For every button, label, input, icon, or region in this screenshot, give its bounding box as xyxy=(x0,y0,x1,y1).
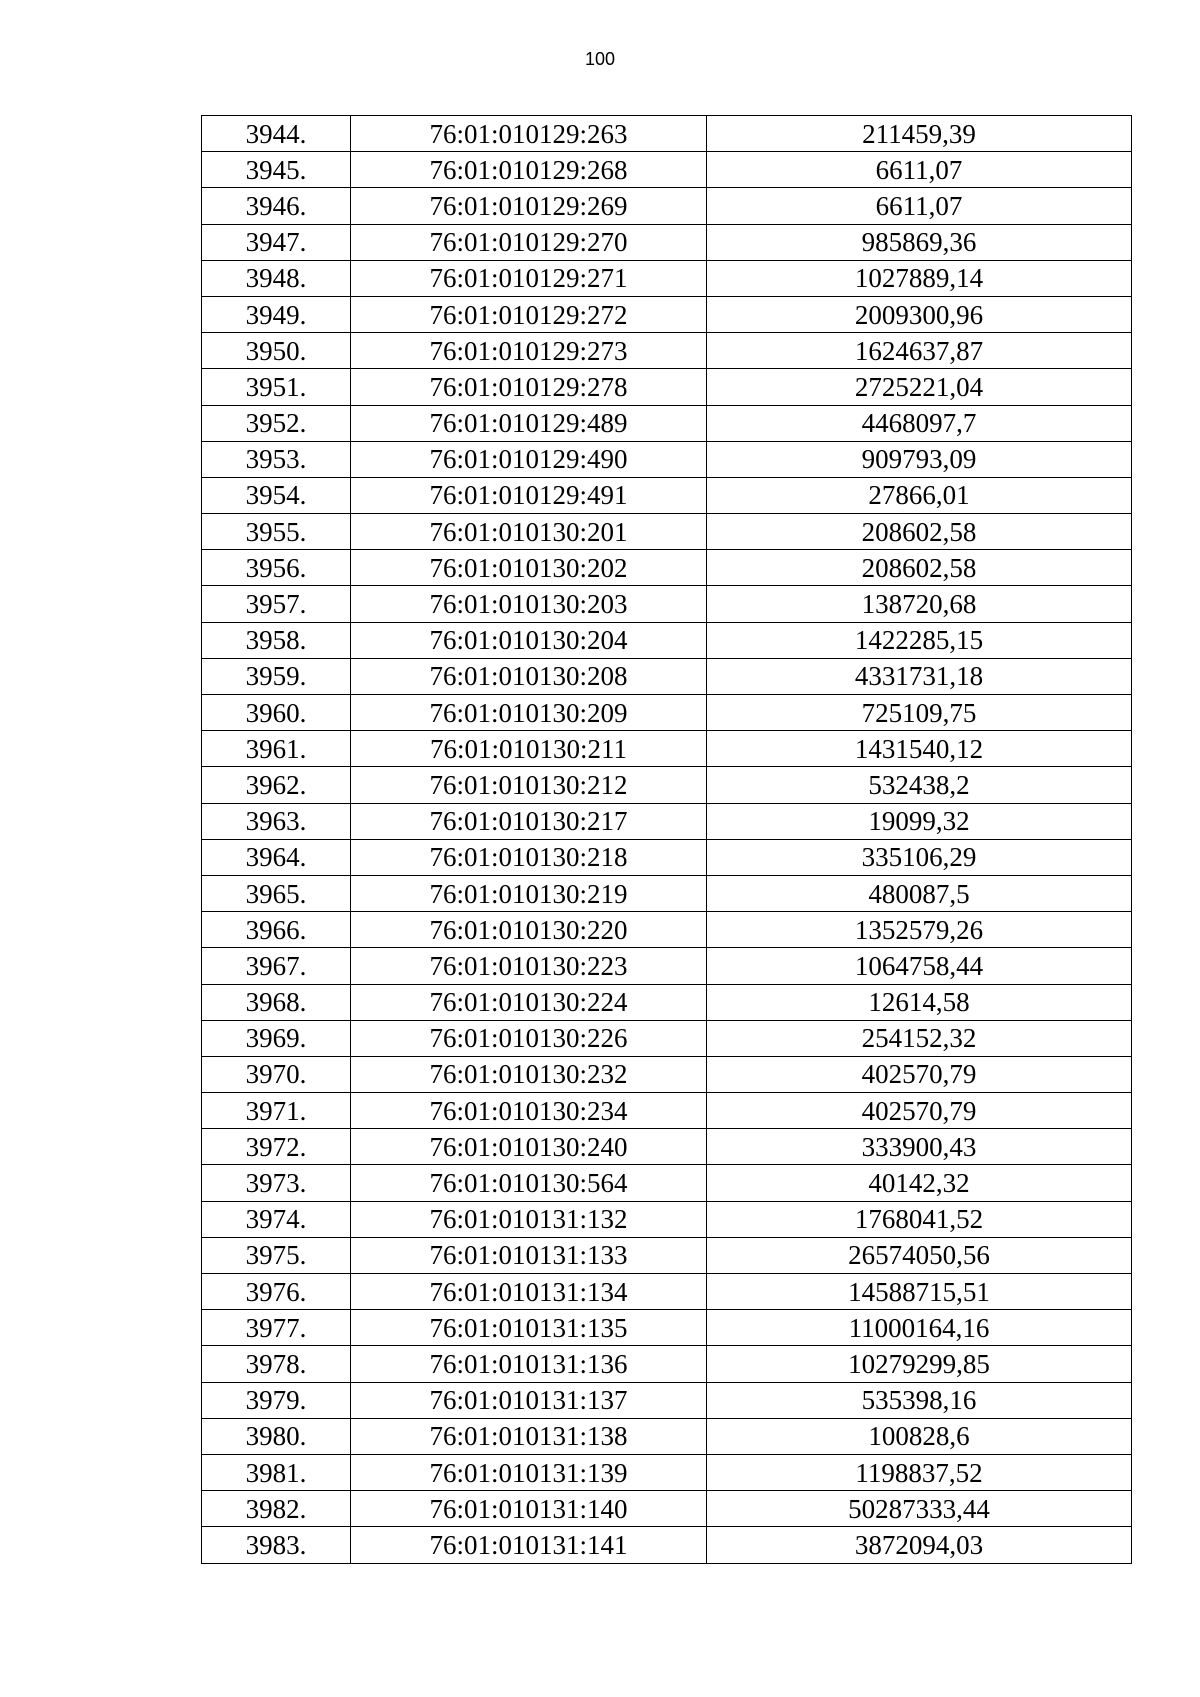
cadastral-number-cell: 76:01:010131:133 xyxy=(351,1237,707,1273)
value-cell: 333900,43 xyxy=(707,1129,1132,1165)
row-number-cell: 3957. xyxy=(202,586,351,622)
cadastral-number-cell: 76:01:010131:137 xyxy=(351,1382,707,1418)
cadastral-number-cell: 76:01:010130:212 xyxy=(351,767,707,803)
table-row xyxy=(202,1274,1132,1310)
row-number-cell: 3949. xyxy=(202,296,351,332)
cadastral-number-cell: 76:01:010130:219 xyxy=(351,875,707,911)
row-number-cell: 3967. xyxy=(202,948,351,984)
row-number-cell: 3952. xyxy=(202,405,351,441)
value-cell: 4468097,7 xyxy=(707,405,1132,441)
cadastral-number-cell: 76:01:010130:564 xyxy=(351,1165,707,1201)
cadastral-number-cell: 76:01:010130:232 xyxy=(351,1056,707,1092)
value-cell: 50287333,44 xyxy=(707,1491,1132,1527)
table-row xyxy=(202,477,1132,513)
table-row xyxy=(202,622,1132,658)
value-cell: 1027889,14 xyxy=(707,260,1132,296)
row-number-cell: 3978. xyxy=(202,1346,351,1382)
row-number-cell: 3969. xyxy=(202,1020,351,1056)
row-number-cell: 3963. xyxy=(202,803,351,839)
row-number-cell: 3982. xyxy=(202,1491,351,1527)
value-cell: 254152,32 xyxy=(707,1020,1132,1056)
table-row xyxy=(202,1093,1132,1129)
cadastral-number-cell: 76:01:010130:201 xyxy=(351,514,707,550)
cadastral-number-cell: 76:01:010129:269 xyxy=(351,188,707,224)
row-number-cell: 3974. xyxy=(202,1201,351,1237)
table-row xyxy=(202,1382,1132,1418)
cadastral-number-cell: 76:01:010131:139 xyxy=(351,1454,707,1490)
cadastral-number-cell: 76:01:010129:272 xyxy=(351,296,707,332)
value-cell: 402570,79 xyxy=(707,1093,1132,1129)
table-row xyxy=(202,116,1132,152)
value-cell: 1768041,52 xyxy=(707,1201,1132,1237)
value-cell: 6611,07 xyxy=(707,152,1132,188)
table-row xyxy=(202,912,1132,948)
table-row xyxy=(202,767,1132,803)
table-row xyxy=(202,839,1132,875)
cadastral-number-cell: 76:01:010130:202 xyxy=(351,550,707,586)
table-row xyxy=(202,586,1132,622)
table-row xyxy=(202,731,1132,767)
row-number-cell: 3972. xyxy=(202,1129,351,1165)
value-cell: 1422285,15 xyxy=(707,622,1132,658)
table-row xyxy=(202,1527,1132,1563)
table-row xyxy=(202,1491,1132,1527)
table-row xyxy=(202,514,1132,550)
cadastral-number-cell: 76:01:010129:270 xyxy=(351,224,707,260)
table-row xyxy=(202,948,1132,984)
value-cell: 26574050,56 xyxy=(707,1237,1132,1273)
table-row xyxy=(202,875,1132,911)
value-cell: 12614,58 xyxy=(707,984,1132,1020)
value-cell: 100828,6 xyxy=(707,1418,1132,1454)
row-number-cell: 3946. xyxy=(202,188,351,224)
row-number-cell: 3956. xyxy=(202,550,351,586)
row-number-cell: 3970. xyxy=(202,1056,351,1092)
table-row xyxy=(202,1201,1132,1237)
row-number-cell: 3947. xyxy=(202,224,351,260)
row-number-cell: 3981. xyxy=(202,1454,351,1490)
row-number-cell: 3951. xyxy=(202,369,351,405)
cadastral-number-cell: 76:01:010130:203 xyxy=(351,586,707,622)
cadastral-number-cell: 76:01:010131:136 xyxy=(351,1346,707,1382)
cadastral-value-table xyxy=(201,115,1132,1564)
row-number-cell: 3979. xyxy=(202,1382,351,1418)
row-number-cell: 3964. xyxy=(202,839,351,875)
value-cell: 211459,39 xyxy=(707,116,1132,152)
value-cell: 10279299,85 xyxy=(707,1346,1132,1382)
cadastral-number-cell: 76:01:010130:211 xyxy=(351,731,707,767)
value-cell: 532438,2 xyxy=(707,767,1132,803)
cadastral-number-cell: 76:01:010130:217 xyxy=(351,803,707,839)
value-cell: 14588715,51 xyxy=(707,1274,1132,1310)
row-number-cell: 3977. xyxy=(202,1310,351,1346)
cadastral-number-cell: 76:01:010129:273 xyxy=(351,333,707,369)
cadastral-number-cell: 76:01:010131:134 xyxy=(351,1274,707,1310)
cadastral-number-cell: 76:01:010130:240 xyxy=(351,1129,707,1165)
cadastral-number-cell: 76:01:010129:263 xyxy=(351,116,707,152)
table-body xyxy=(202,116,1132,1564)
row-number-cell: 3945. xyxy=(202,152,351,188)
row-number-cell: 3962. xyxy=(202,767,351,803)
cadastral-number-cell: 76:01:010130:204 xyxy=(351,622,707,658)
value-cell: 208602,58 xyxy=(707,550,1132,586)
row-number-cell: 3959. xyxy=(202,658,351,694)
row-number-cell: 3971. xyxy=(202,1093,351,1129)
table-row xyxy=(202,1056,1132,1092)
cadastral-number-cell: 76:01:010131:132 xyxy=(351,1201,707,1237)
value-cell: 3872094,03 xyxy=(707,1527,1132,1563)
value-cell: 138720,68 xyxy=(707,586,1132,622)
row-number-cell: 3975. xyxy=(202,1237,351,1273)
value-cell: 11000164,16 xyxy=(707,1310,1132,1346)
value-cell: 1352579,26 xyxy=(707,912,1132,948)
page-number: 100 xyxy=(584,49,616,69)
value-cell: 6611,07 xyxy=(707,188,1132,224)
table-row xyxy=(202,260,1132,296)
table-row xyxy=(202,1237,1132,1273)
table-row xyxy=(202,188,1132,224)
value-cell: 1431540,12 xyxy=(707,731,1132,767)
cadastral-number-cell: 76:01:010130:208 xyxy=(351,658,707,694)
value-cell: 985869,36 xyxy=(707,224,1132,260)
value-cell: 4331731,18 xyxy=(707,658,1132,694)
value-cell: 1064758,44 xyxy=(707,948,1132,984)
table-row xyxy=(202,1346,1132,1382)
table-row xyxy=(202,152,1132,188)
row-number-cell: 3968. xyxy=(202,984,351,1020)
row-number-cell: 3973. xyxy=(202,1165,351,1201)
row-number-cell: 3953. xyxy=(202,441,351,477)
cadastral-number-cell: 76:01:010130:218 xyxy=(351,839,707,875)
value-cell: 2009300,96 xyxy=(707,296,1132,332)
value-cell: 1198837,52 xyxy=(707,1454,1132,1490)
table-row xyxy=(202,296,1132,332)
table-row xyxy=(202,1129,1132,1165)
row-number-cell: 3961. xyxy=(202,731,351,767)
cadastral-number-cell: 76:01:010129:271 xyxy=(351,260,707,296)
cadastral-number-cell: 76:01:010130:220 xyxy=(351,912,707,948)
cadastral-number-cell: 76:01:010130:209 xyxy=(351,695,707,731)
value-cell: 27866,01 xyxy=(707,477,1132,513)
cadastral-number-cell: 76:01:010131:140 xyxy=(351,1491,707,1527)
table-row xyxy=(202,1310,1132,1346)
row-number-cell: 3944. xyxy=(202,116,351,152)
table-row xyxy=(202,1454,1132,1490)
table-row xyxy=(202,441,1132,477)
table-row xyxy=(202,405,1132,441)
value-cell: 909793,09 xyxy=(707,441,1132,477)
table-row xyxy=(202,1418,1132,1454)
row-number-cell: 3950. xyxy=(202,333,351,369)
table-row xyxy=(202,1165,1132,1201)
table-row xyxy=(202,369,1132,405)
table-row xyxy=(202,333,1132,369)
cadastral-number-cell: 76:01:010131:135 xyxy=(351,1310,707,1346)
row-number-cell: 3983. xyxy=(202,1527,351,1563)
value-cell: 535398,16 xyxy=(707,1382,1132,1418)
cadastral-number-cell: 76:01:010129:489 xyxy=(351,405,707,441)
row-number-cell: 3976. xyxy=(202,1274,351,1310)
cadastral-number-cell: 76:01:010130:224 xyxy=(351,984,707,1020)
cadastral-number-cell: 76:01:010129:490 xyxy=(351,441,707,477)
value-cell: 402570,79 xyxy=(707,1056,1132,1092)
cadastral-number-cell: 76:01:010130:234 xyxy=(351,1093,707,1129)
value-cell: 208602,58 xyxy=(707,514,1132,550)
table-row xyxy=(202,658,1132,694)
value-cell: 19099,32 xyxy=(707,803,1132,839)
cadastral-number-cell: 76:01:010130:226 xyxy=(351,1020,707,1056)
value-cell: 725109,75 xyxy=(707,695,1132,731)
table-row xyxy=(202,550,1132,586)
table-row xyxy=(202,1020,1132,1056)
value-cell: 40142,32 xyxy=(707,1165,1132,1201)
cadastral-number-cell: 76:01:010131:138 xyxy=(351,1418,707,1454)
cadastral-number-cell: 76:01:010129:278 xyxy=(351,369,707,405)
row-number-cell: 3980. xyxy=(202,1418,351,1454)
cadastral-number-cell: 76:01:010130:223 xyxy=(351,948,707,984)
cadastral-number-cell: 76:01:010131:141 xyxy=(351,1527,707,1563)
table-row xyxy=(202,224,1132,260)
row-number-cell: 3958. xyxy=(202,622,351,658)
value-cell: 480087,5 xyxy=(707,875,1132,911)
table-row xyxy=(202,803,1132,839)
cadastral-number-cell: 76:01:010129:268 xyxy=(351,152,707,188)
table-row xyxy=(202,695,1132,731)
row-number-cell: 3948. xyxy=(202,260,351,296)
row-number-cell: 3955. xyxy=(202,514,351,550)
cadastral-number-cell: 76:01:010129:491 xyxy=(351,477,707,513)
row-number-cell: 3965. xyxy=(202,875,351,911)
value-cell: 1624637,87 xyxy=(707,333,1132,369)
row-number-cell: 3960. xyxy=(202,695,351,731)
value-cell: 2725221,04 xyxy=(707,369,1132,405)
row-number-cell: 3966. xyxy=(202,912,351,948)
table-row xyxy=(202,984,1132,1020)
value-cell: 335106,29 xyxy=(707,839,1132,875)
row-number-cell: 3954. xyxy=(202,477,351,513)
